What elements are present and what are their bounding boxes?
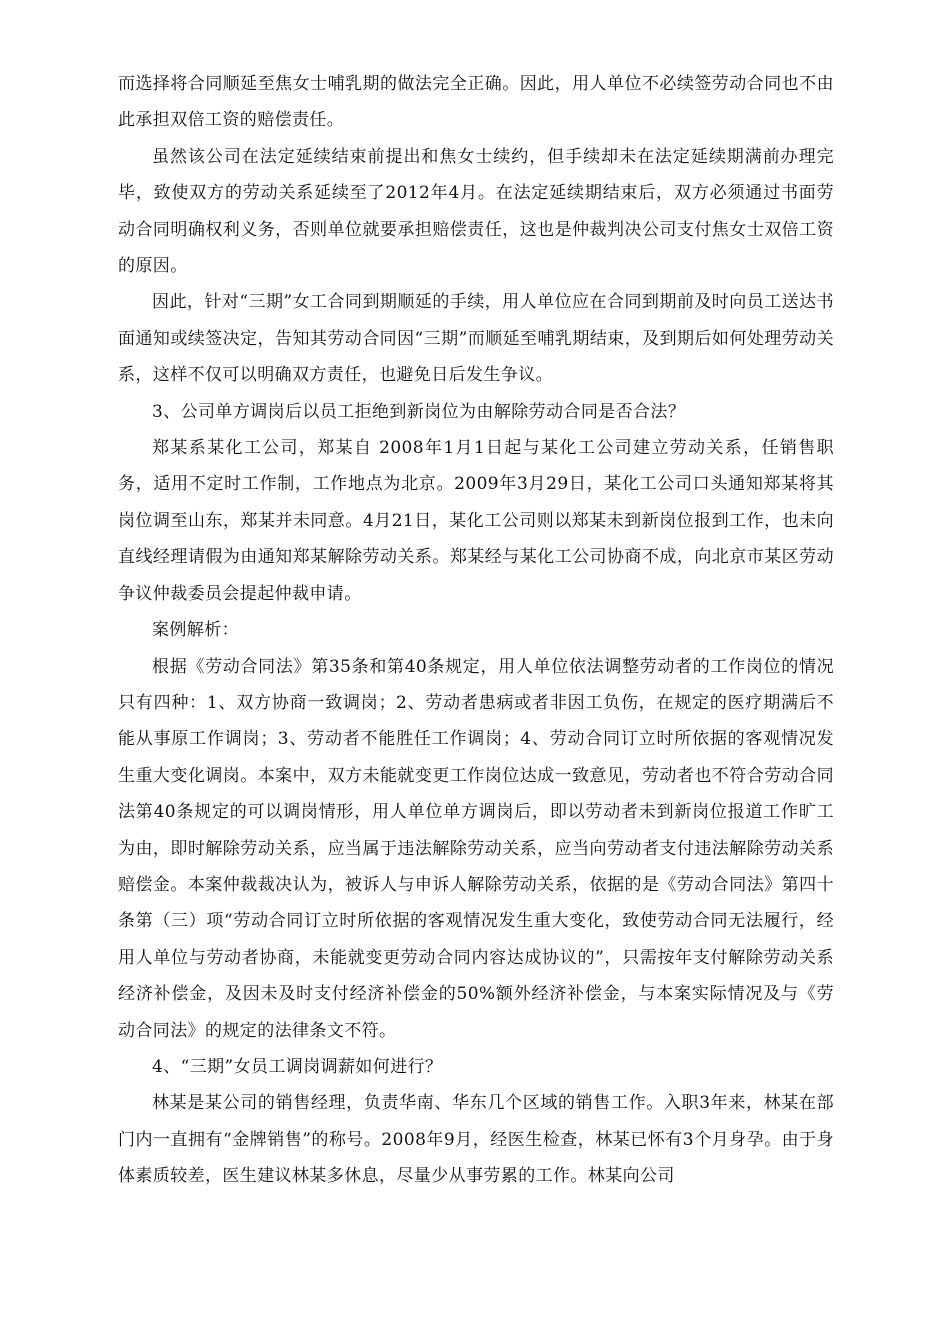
paragraph: 郑某系某化工公司，郑某自 2008年1月1日起与某化工公司建立劳动关系，任销售职务，适用不定时工作制，工作地点为北京。2009年3月29日，某化工公司口头通知郑某将其岗位调至山东，郑某并未同意。4月21日，某化工公司则以郑某未到新岗位报到工作，也未向直线经理请假为由通知郑某解除劳动关系。郑某经与某化工公司协商不成，向北京市某区劳动争议仲裁委员会提起仲裁申请。 <box>118 438 834 604</box>
section-heading-4: 4、“三期”女员工调岗调薪如何进行？ <box>152 1056 443 1077</box>
paragraph: 林某是某公司的销售经理，负责华南、华东几个区域的销售工作。入职3年来，林某在部门内一直拥有“金牌销售”的称号。2008年9月，经医生检查，林某已怀有3个月身孕。由于身体素质较差，医生建议林某多休息，尽量少从事劳累的工作。林某向公司 <box>118 1093 834 1187</box>
section-heading-3: 3、公司单方调岗后以员工拒绝到新岗位为由解除劳动合同是否合法？ <box>152 401 686 422</box>
paragraph: 虽然该公司在法定延续结束前提出和焦女士续约，但手续却未在法定延续期满前办理完毕，致使双方的劳动关系延续至了2012年4月。在法定延续期结束后，双方必须通过书面劳动合同明确权利义务，否则单位就要承担赔偿责任，这也是仲裁判决公司支付焦女士双倍工资的原因。 <box>118 146 834 277</box>
document-body <box>118 66 834 1195</box>
paragraph: 根据《劳动合同法》第35条和第40条规定，用人单位依法调整劳动者的工作岗位的情况只有四种：1、双方协商一致调岗；2、劳动者患病或者非因工负伤，在规定的医疗期满后不能从事原工作调岗；3、劳动者不能胜任工作调岗；4、劳动合同订立时所依据的客观情况发生重大变化调岗。本案中，双方未能就变更工作岗位达成一致意见，劳动者也不符合劳动合同法第40条规定的可以调岗情形，用人单位单方调岗后，即以劳动者未到新岗位报道工作旷工为由，即时解除劳动关系，应当属于违法解除劳动关系，应当向劳动者支付违法解除劳动关系赔偿金。本案仲裁裁决认为，被诉人与申诉人解除劳动关系，依据的是《劳动合同法》第四十条第（三）项“劳动合同订立时所依据的客观情况发生重大变化，致使劳动合同无法履行，经用人单位与劳动者协商，未能就变更劳动合同内容达成协议的”，只需按年支付解除劳动关系经济补偿金，及因未及时支付经济补偿金的50%额外经济补偿金，与本案实际情况及与《劳动合同法》的规定的法律条文不符。 <box>118 656 834 1041</box>
paragraph-continuation: 而选择将合同顺延至焦女士哺乳期的做法完全正确。因此，用人单位不必续签劳动合同也不由此承担双倍工资的赔偿责任。 <box>118 74 834 131</box>
case-analysis-label: 案例解析： <box>152 620 239 641</box>
paragraph: 因此，针对“三期”女工合同到期顺延的手续，用人单位应在合同到期前及时向员工送达书面通知或续签决定，告知其劳动合同因“三期”而顺延至哺乳期结束，及到期后如何处理劳动关系，这样不仅可以明确双方责任，也避免日后发生争议。 <box>118 292 834 386</box>
